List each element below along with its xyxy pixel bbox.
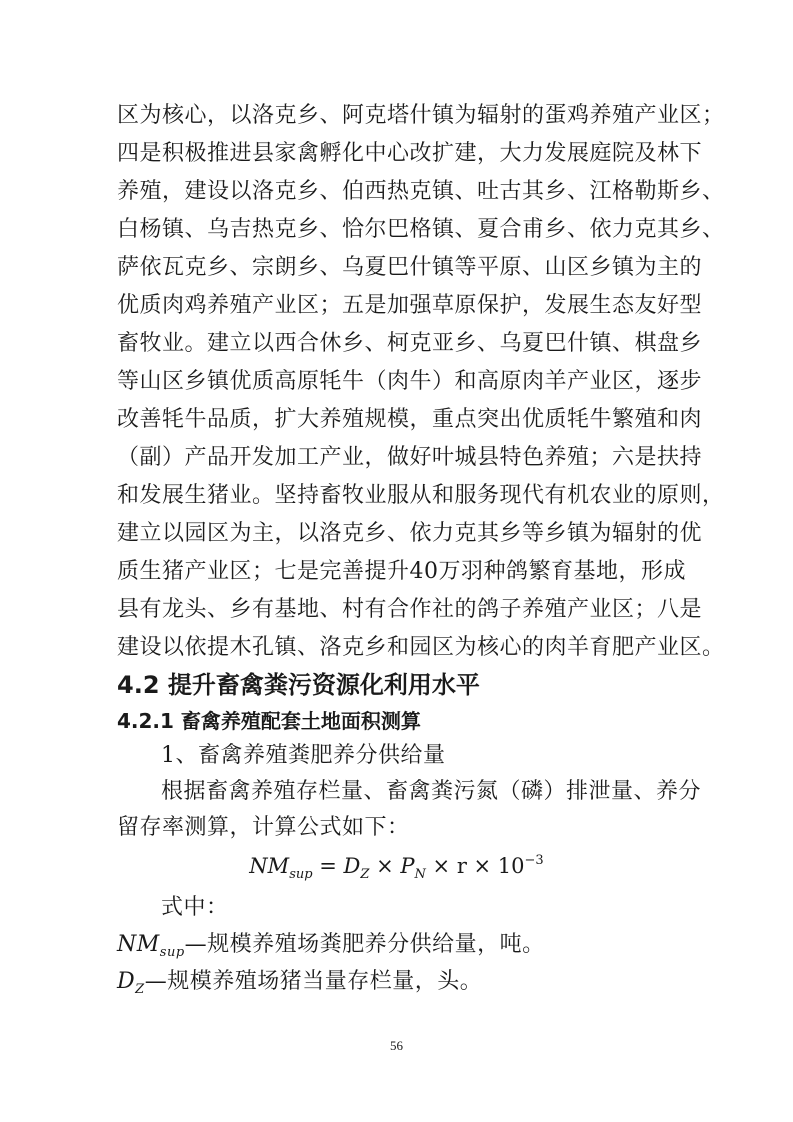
formula-d: D xyxy=(343,854,361,878)
intro-line: 留存率测算，计算公式如下： xyxy=(117,815,410,840)
definition-symbol: D xyxy=(117,969,136,994)
paragraph-line: 萨依瓦克乡、宗朗乡、乌夏巴什镇等平原、山区乡镇为主的 xyxy=(117,255,703,280)
definition-symbol-sub: Z xyxy=(135,982,145,997)
paragraph-line: 质生猪产业区；七是完善提升40万羽种鸽繁育基地，形成 xyxy=(117,559,686,584)
formula-nm-sub: sup xyxy=(289,867,313,882)
formula-nm: NM xyxy=(249,854,290,878)
paragraph-line: 养殖，建设以洛克乡、伯西热克镇、吐古其乡、江格勒斯乡、 xyxy=(117,179,725,204)
paragraph-line: 建设以依提木孔镇、洛克乡和园区为核心的肉羊育肥产业区。 xyxy=(117,635,725,660)
formula-times: × xyxy=(369,854,401,878)
paragraph-line: 等山区乡镇优质高原牦牛（肉牛）和高原肉羊产业区，逐步 xyxy=(117,369,703,394)
paragraph-line: 区为核心，以洛克乡、阿克塔什镇为辐射的蛋鸡养殖产业区； xyxy=(117,103,725,128)
definition-nm xyxy=(117,930,545,968)
paragraph-line: 四是积极推进县家禽孵化中心改扩建，大力发展庭院及林下 xyxy=(117,141,703,166)
definition-symbol-sub: sup xyxy=(159,945,185,960)
intro-line: 根据畜禽养殖存栏量、畜禽粪污氮（磷）排泄量、养分 xyxy=(161,779,702,804)
page-number: 56 xyxy=(390,1038,403,1053)
section-heading: 4.2 提升畜禽粪污资源化利用水平 xyxy=(117,671,480,699)
paragraph-line: （副）产品开发加工产业，做好叶城县特色养殖；六是扶持 xyxy=(117,445,703,470)
formula-rest: × r × 10 xyxy=(425,854,525,878)
formula-p: P xyxy=(400,854,415,878)
formula-equals: = xyxy=(312,854,344,878)
formula-p-sub: N xyxy=(414,867,426,882)
definition-dz xyxy=(117,967,482,1005)
definition-symbol: NM xyxy=(117,932,160,957)
formula-exponent: −3 xyxy=(524,853,544,868)
paragraph-line: 优质肉鸡养殖产业区；五是加强草原保护，发展生态友好型 xyxy=(117,293,703,318)
paragraph-line: 和发展生猪业。坚持畜牧业服从和服务现代有机农业的原则， xyxy=(117,483,725,508)
formula-d-sub: Z xyxy=(360,867,370,882)
item-title: 1、畜禽养殖粪肥养分供给量 xyxy=(161,743,446,768)
subsection-heading: 4.2.1 畜禽养殖配套土地面积测算 xyxy=(117,709,421,733)
paragraph-line: 畜牧业。建立以西合休乡、柯克亚乡、乌夏巴什镇、棋盘乡 xyxy=(117,331,703,356)
paragraph-line: 改善牦牛品质，扩大养殖规模，重点突出优质牦牛繁殖和肉 xyxy=(117,407,703,432)
paragraph-line: 建立以园区为主，以洛克乡、依力克其乡等乡镇为辐射的优 xyxy=(117,521,703,546)
paragraph-line: 白杨镇、乌吉热克乡、恰尔巴格镇、夏合甫乡、依力克其乡、 xyxy=(117,217,725,242)
formula xyxy=(0,846,793,890)
paragraph-line: 县有龙头、乡有基地、村有合作社的鸽子养殖产业区；八是 xyxy=(117,597,703,622)
definition-text: —规模养殖场粪肥养分供给量，吨。 xyxy=(184,932,545,957)
where-label: 式中： xyxy=(161,895,229,920)
definition-text: —规模养殖场猪当量存栏量，头。 xyxy=(144,969,483,994)
